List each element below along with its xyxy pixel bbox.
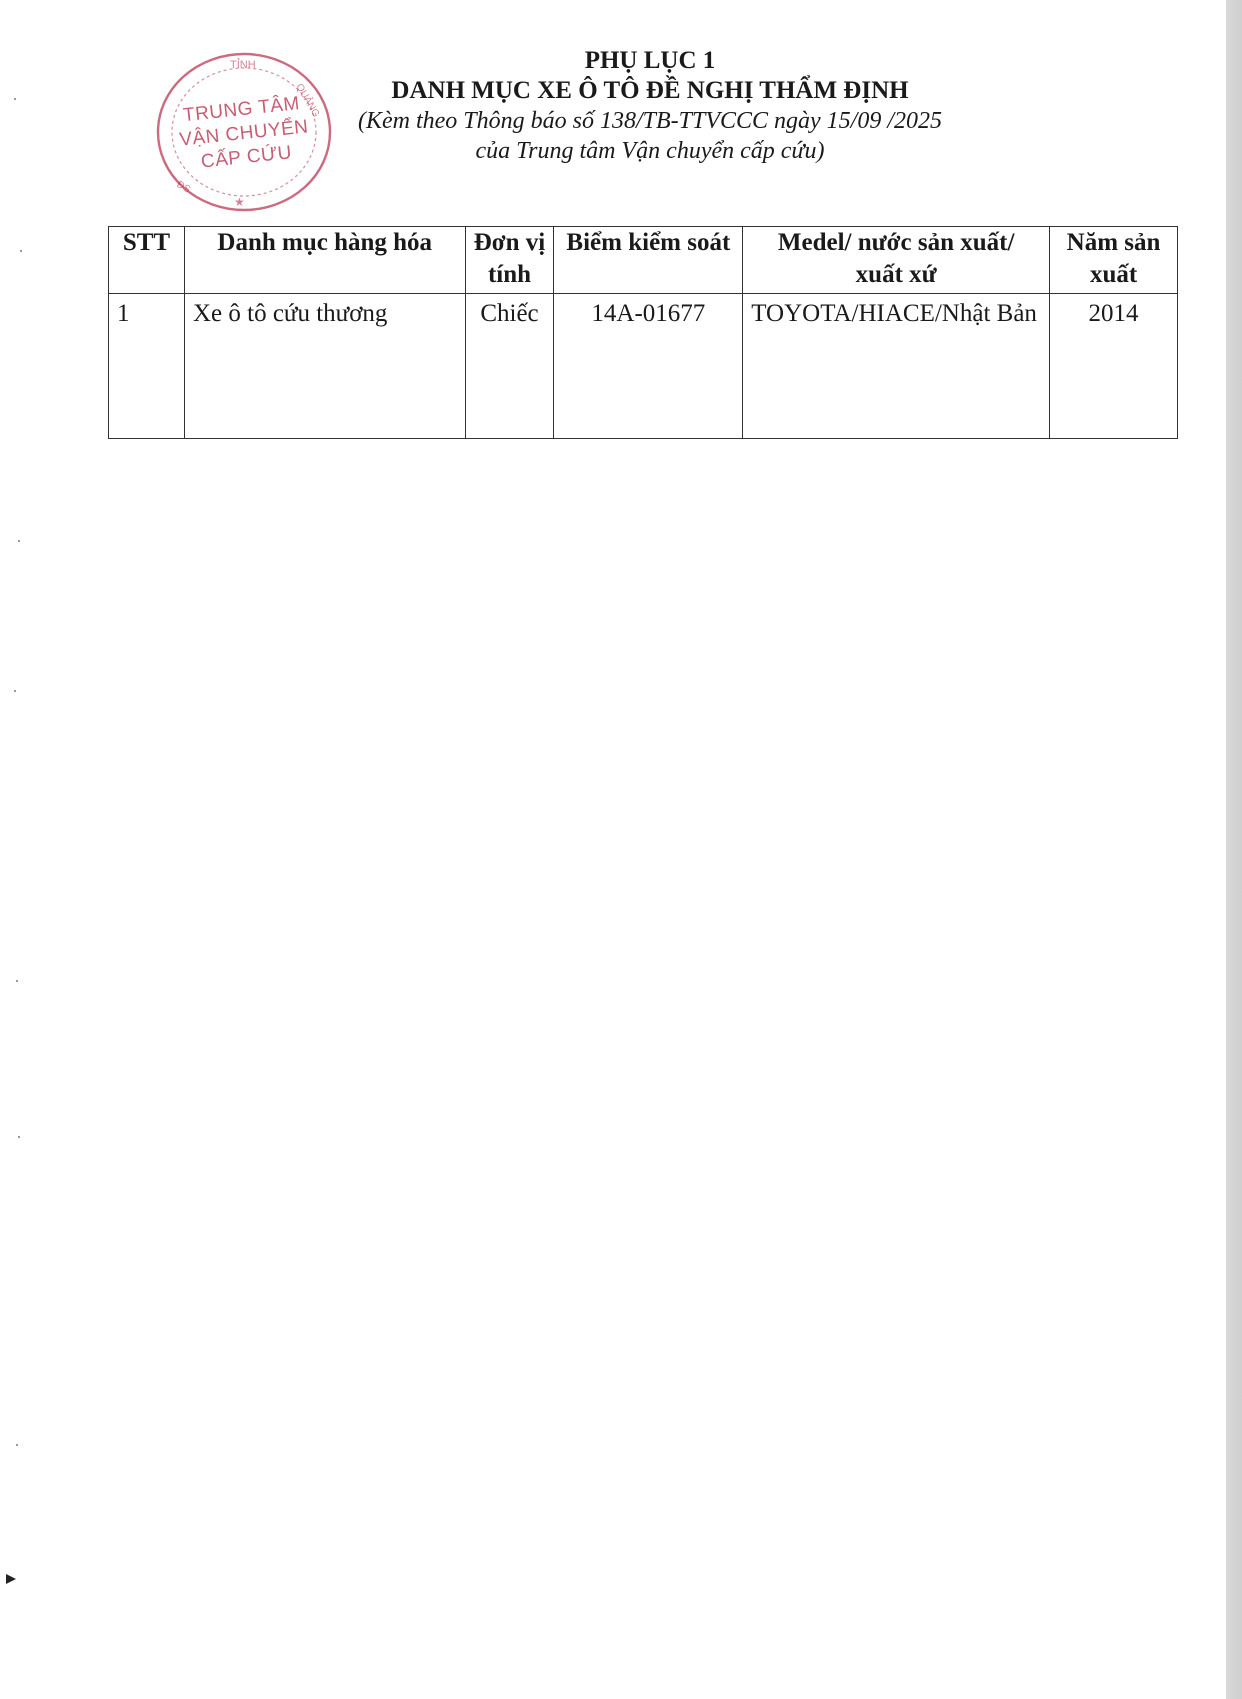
- scan-mark-icon: [6, 1574, 16, 1584]
- cell-plate: 14A-01677: [554, 294, 743, 439]
- scan-speck: [14, 98, 16, 100]
- header-model: Medel/ nước sản xuất/ xuất xứ: [743, 227, 1050, 294]
- scan-speck: [16, 1444, 18, 1446]
- table-header-row: [109, 227, 1178, 294]
- scan-speck: [20, 250, 22, 252]
- svg-text:★: ★: [234, 195, 245, 209]
- cell-stt: 1: [109, 294, 185, 439]
- subtitle-line-2: của Trung tâm Vận chuyển cấp cứu): [475, 138, 825, 164]
- scan-speck: [16, 980, 18, 982]
- scan-speck: [18, 540, 20, 542]
- header-plate: Biểm kiểm soát: [554, 227, 743, 294]
- cell-unit: Chiếc: [465, 294, 554, 439]
- header-unit: Đơn vị tính: [465, 227, 554, 294]
- cell-year: 2014: [1050, 294, 1178, 439]
- cell-goods: Xe ô tô cứu thương: [184, 294, 465, 439]
- header-stt: STT: [109, 227, 185, 294]
- svg-text:TỈNH: TỈNH: [230, 59, 256, 71]
- seal-line-3: CẤP CỨU: [200, 142, 293, 173]
- svg-text:ĐS: ĐS: [174, 179, 193, 196]
- scan-speck: [14, 690, 16, 692]
- subtitle-line-1: (Kèm theo Thông báo số 138/TB-TTVCCC ngày 15/09 /2025: [357, 108, 943, 134]
- seal-line-2: VẬN CHUYỂN: [178, 116, 310, 151]
- page-edge-shadow: [1226, 0, 1242, 1699]
- cell-model: TOYOTA/HIACE/Nhật Bản: [743, 294, 1050, 439]
- scan-speck: [18, 1136, 20, 1138]
- table-row: [109, 294, 1178, 439]
- seal-line-1: TRUNG TÂM: [182, 93, 301, 127]
- document-header: [0, 46, 1242, 166]
- appendix-title: PHỤ LỤC 1: [584, 47, 716, 74]
- svg-text:QUẢNG: QUẢNG: [293, 82, 322, 120]
- document-title: DANH MỤC XE Ô TÔ ĐỀ NGHỊ THẨM ĐỊNH: [391, 77, 909, 104]
- header-goods: Danh mục hàng hóa: [184, 227, 465, 294]
- header-year: Năm sản xuất: [1050, 227, 1178, 294]
- vehicle-table: [108, 226, 1178, 439]
